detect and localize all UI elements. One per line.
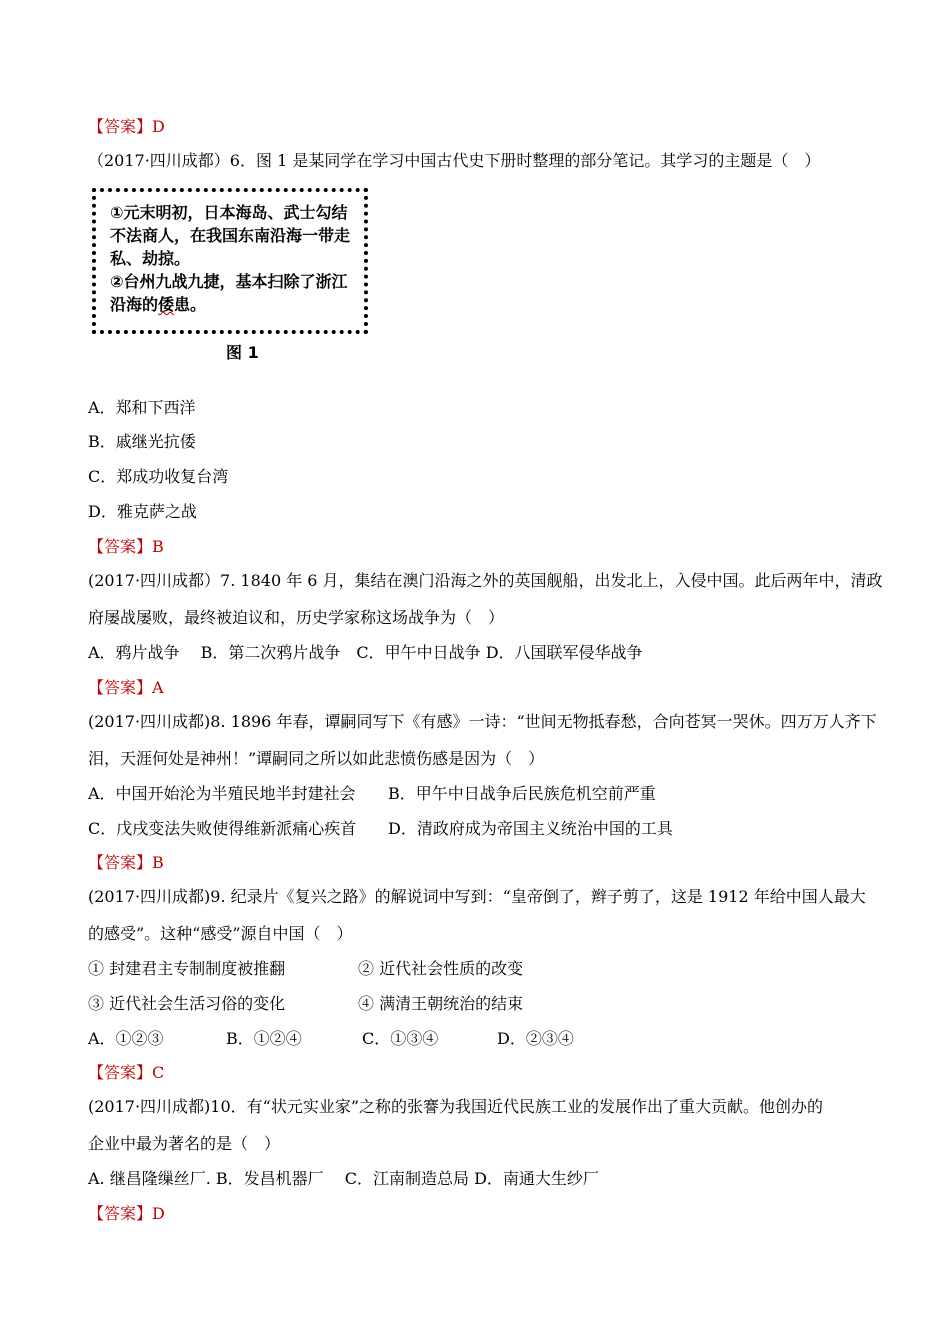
q9-option-b: B．①②④	[226, 1029, 302, 1048]
q10-options: A. 继昌隆缫丝厂. B．发昌机器厂 C．江南制造总局 D．南通大生纱厂	[88, 1169, 599, 1188]
answer-q5: 【答案】D	[88, 117, 165, 136]
q9-item-4: ④ 满清王朝统治的结束	[358, 994, 524, 1013]
figure-caption: 图 1	[226, 343, 259, 362]
q7-options: A．鸦片战争 B．第二次鸦片战争 C．甲午中日战争 D．八国联军侵华战争	[88, 643, 643, 662]
q9-option-a: A．①②③	[88, 1029, 164, 1048]
question-9-stem-line1: (2017·四川成都)9. 纪录片《复兴之路》的解说词中写到：“皇帝倒了，辫子剪了，这是 1912 年给中国人最大	[88, 887, 866, 906]
question-7-stem-line2: 府屡战屡败，最终被迫议和，历史学家称这场战争为（ ）	[88, 608, 505, 627]
note-line-5-wrap	[110, 294, 206, 316]
question-7-stem-line1: (2017·四川成都）7. 1840 年 6 月，集结在澳门沿海之外的英国舰船，出发北上，入侵中国。此后两年中，清政	[88, 571, 883, 590]
answer-q8: 【答案】B	[88, 853, 164, 872]
q6-option-d: D．雅克萨之战	[88, 502, 197, 521]
q8-option-c: C．戊戌变法失败使得维新派痛心疾首	[88, 819, 357, 838]
q9-item-3: ③ 近代社会生活习俗的变化	[88, 994, 286, 1013]
question-6-stem: （2017·四川成都）6．图 1 是某同学在学习中国古代史下册时整理的部分笔记。其学习的主题是（ ）	[88, 151, 821, 170]
answer-q7: 【答案】A	[88, 678, 164, 697]
answer-q10: 【答案】D	[88, 1204, 165, 1223]
question-8-stem-line1: (2017·四川成都)8. 1896 年春，谭嗣同写下《有感》一诗：“世间无物抵春愁，合向苍冥一哭休。四万万人齐下	[88, 712, 877, 731]
q9-option-d: D．②③④	[497, 1029, 574, 1048]
q9-option-c: C．①③④	[362, 1029, 439, 1048]
note-squiggle-word: 倭	[158, 295, 175, 314]
q6-option-a: A．郑和下西洋	[88, 398, 196, 417]
question-8-stem-line2: 泪，天涯何处是神州！”谭嗣同之所以如此悲愤伤感是因为（ ）	[88, 749, 545, 768]
note-line-2: 不法商人，在我国东南沿海一带走	[110, 226, 351, 245]
q8-option-d: D．清政府成为帝国主义统治中国的工具	[388, 819, 673, 838]
note-figure	[92, 188, 368, 334]
q6-option-b: B．戚继光抗倭	[88, 432, 196, 451]
q9-item-2: ② 近代社会性质的改变	[358, 959, 524, 978]
question-9-stem-line2: 的感受”。这种“感受”源自中国（ ）	[88, 924, 353, 943]
q9-item-1: ① 封建君主专制制度被推翻	[88, 959, 286, 978]
q8-option-b: B．甲午中日战争后民族危机空前严重	[388, 784, 656, 803]
note-line-3: 私、劫掠。	[110, 249, 191, 268]
q8-option-a: A．中国开始沦为半殖民地半封建社会	[88, 784, 356, 803]
note-line-1: ①元末明初，日本海岛、武士勾结	[110, 203, 348, 222]
question-10-stem-line1: (2017·四川成都)10．有“状元实业家”之称的张謇为我国近代民族工业的发展作出了重大贡献。他创办的	[88, 1097, 824, 1116]
note-line-5-tail: 患。	[174, 295, 207, 314]
q6-option-c: C．郑成功收复台湾	[88, 467, 229, 486]
answer-q9: 【答案】C	[88, 1063, 165, 1082]
note-line-4: ②台州九战九捷，基本扫除了浙江	[110, 272, 348, 291]
question-10-stem-line2: 企业中最为著名的是（ ）	[88, 1134, 281, 1153]
note-line-5: 沿海的	[110, 295, 159, 314]
answer-q6: 【答案】B	[88, 537, 164, 556]
